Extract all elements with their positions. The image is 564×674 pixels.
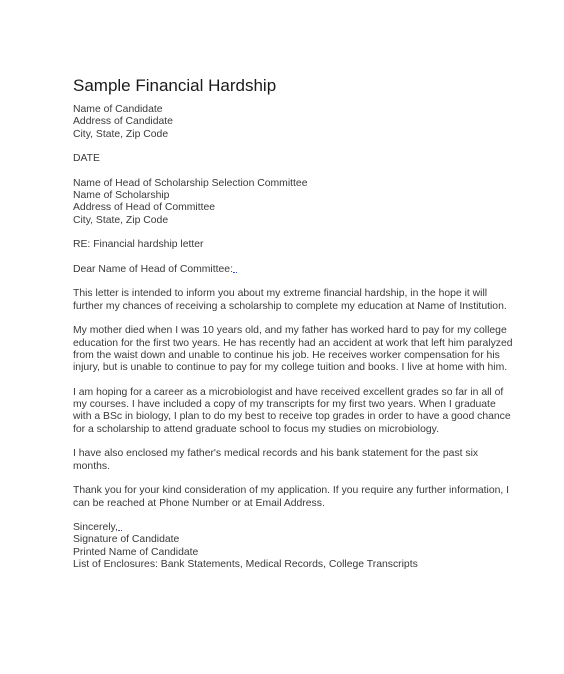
document-title: Sample Financial Hardship	[73, 76, 277, 95]
salutation	[73, 264, 513, 276]
sender-name: Name of Candidate	[73, 104, 163, 115]
sender-city: City, State, Zip Code	[73, 128, 169, 140]
paragraph-line: for a scholarship to attend graduate school to focus my studies on microbiology.	[73, 423, 439, 435]
re-line: RE: Financial hardship letter	[73, 239, 204, 251]
closing-sincerely-text: Sincerely,	[73, 522, 118, 534]
proofing-mark	[233, 266, 237, 272]
paragraph-line: Thank you for your kind consideration of my application. If you require any further information, I	[73, 485, 510, 497]
paragraph-line: months.	[73, 460, 110, 472]
recipient-address: Address of Head of Committee	[73, 202, 216, 214]
letter-body	[73, 288, 513, 522]
salutation-text: Dear Name of Head of Committee:	[73, 263, 233, 275]
paragraph-line: my courses. I have included a copy of my transcripts for my first two years. When I graduate	[73, 399, 496, 411]
sender-address: Address of Candidate	[73, 116, 173, 128]
recipient-scholarship: Name of Scholarship	[73, 190, 170, 202]
paragraph-line: with a BSc in biology, I plan to do my best to receive top grades in order to have a good chance	[73, 411, 511, 423]
sender-block	[73, 104, 513, 141]
paragraph-line: can be reached at Phone Number or at Email Address.	[73, 497, 325, 509]
body-paragraph	[73, 448, 513, 473]
closing-sincerely	[73, 522, 513, 534]
paragraph-line: from the waist down and unable to continue his job. He receives worker compensation for his	[73, 349, 500, 361]
recipient-block	[73, 178, 513, 227]
body-paragraph	[73, 485, 513, 510]
letter-page	[73, 76, 513, 571]
closing-signature: Signature of Candidate	[73, 534, 180, 546]
proofing-mark	[118, 524, 122, 530]
paragraph-line: This letter is intended to inform you about my extreme financial hardship, in the hope it will	[73, 288, 488, 300]
paragraph-line: My mother died when I was 10 years old, and my father has worked hard to pay for my college	[73, 325, 507, 337]
recipient-name: Name of Head of Scholarship Selection Committee	[73, 177, 308, 189]
body-paragraph	[73, 288, 513, 313]
closing-enclosures: List of Enclosures: Bank Statements, Medical Records, College Transcripts	[73, 558, 418, 570]
closing-block	[73, 522, 513, 571]
body-paragraph	[73, 325, 513, 374]
body-paragraph	[73, 387, 513, 436]
paragraph-line: I am hoping for a career as a microbiologist and have received excellent grades so far in all of	[73, 386, 504, 398]
paragraph-line: further my chances of receiving a scholarship to complete my education at Name of Institution.	[73, 300, 507, 312]
letter-date: DATE	[73, 153, 100, 165]
paragraph-line: injury, but is unable to continue to pay for my college tuition and books. I live at home with him.	[73, 362, 508, 374]
closing-printed-name: Printed Name of Candidate	[73, 546, 199, 558]
recipient-city: City, State, Zip Code	[73, 214, 169, 226]
paragraph-line: I have also enclosed my father's medical records and his bank statement for the past six	[73, 448, 479, 460]
paragraph-line: education for the first two years. He has recently had an accident at work that left him paralyzed	[73, 337, 513, 349]
